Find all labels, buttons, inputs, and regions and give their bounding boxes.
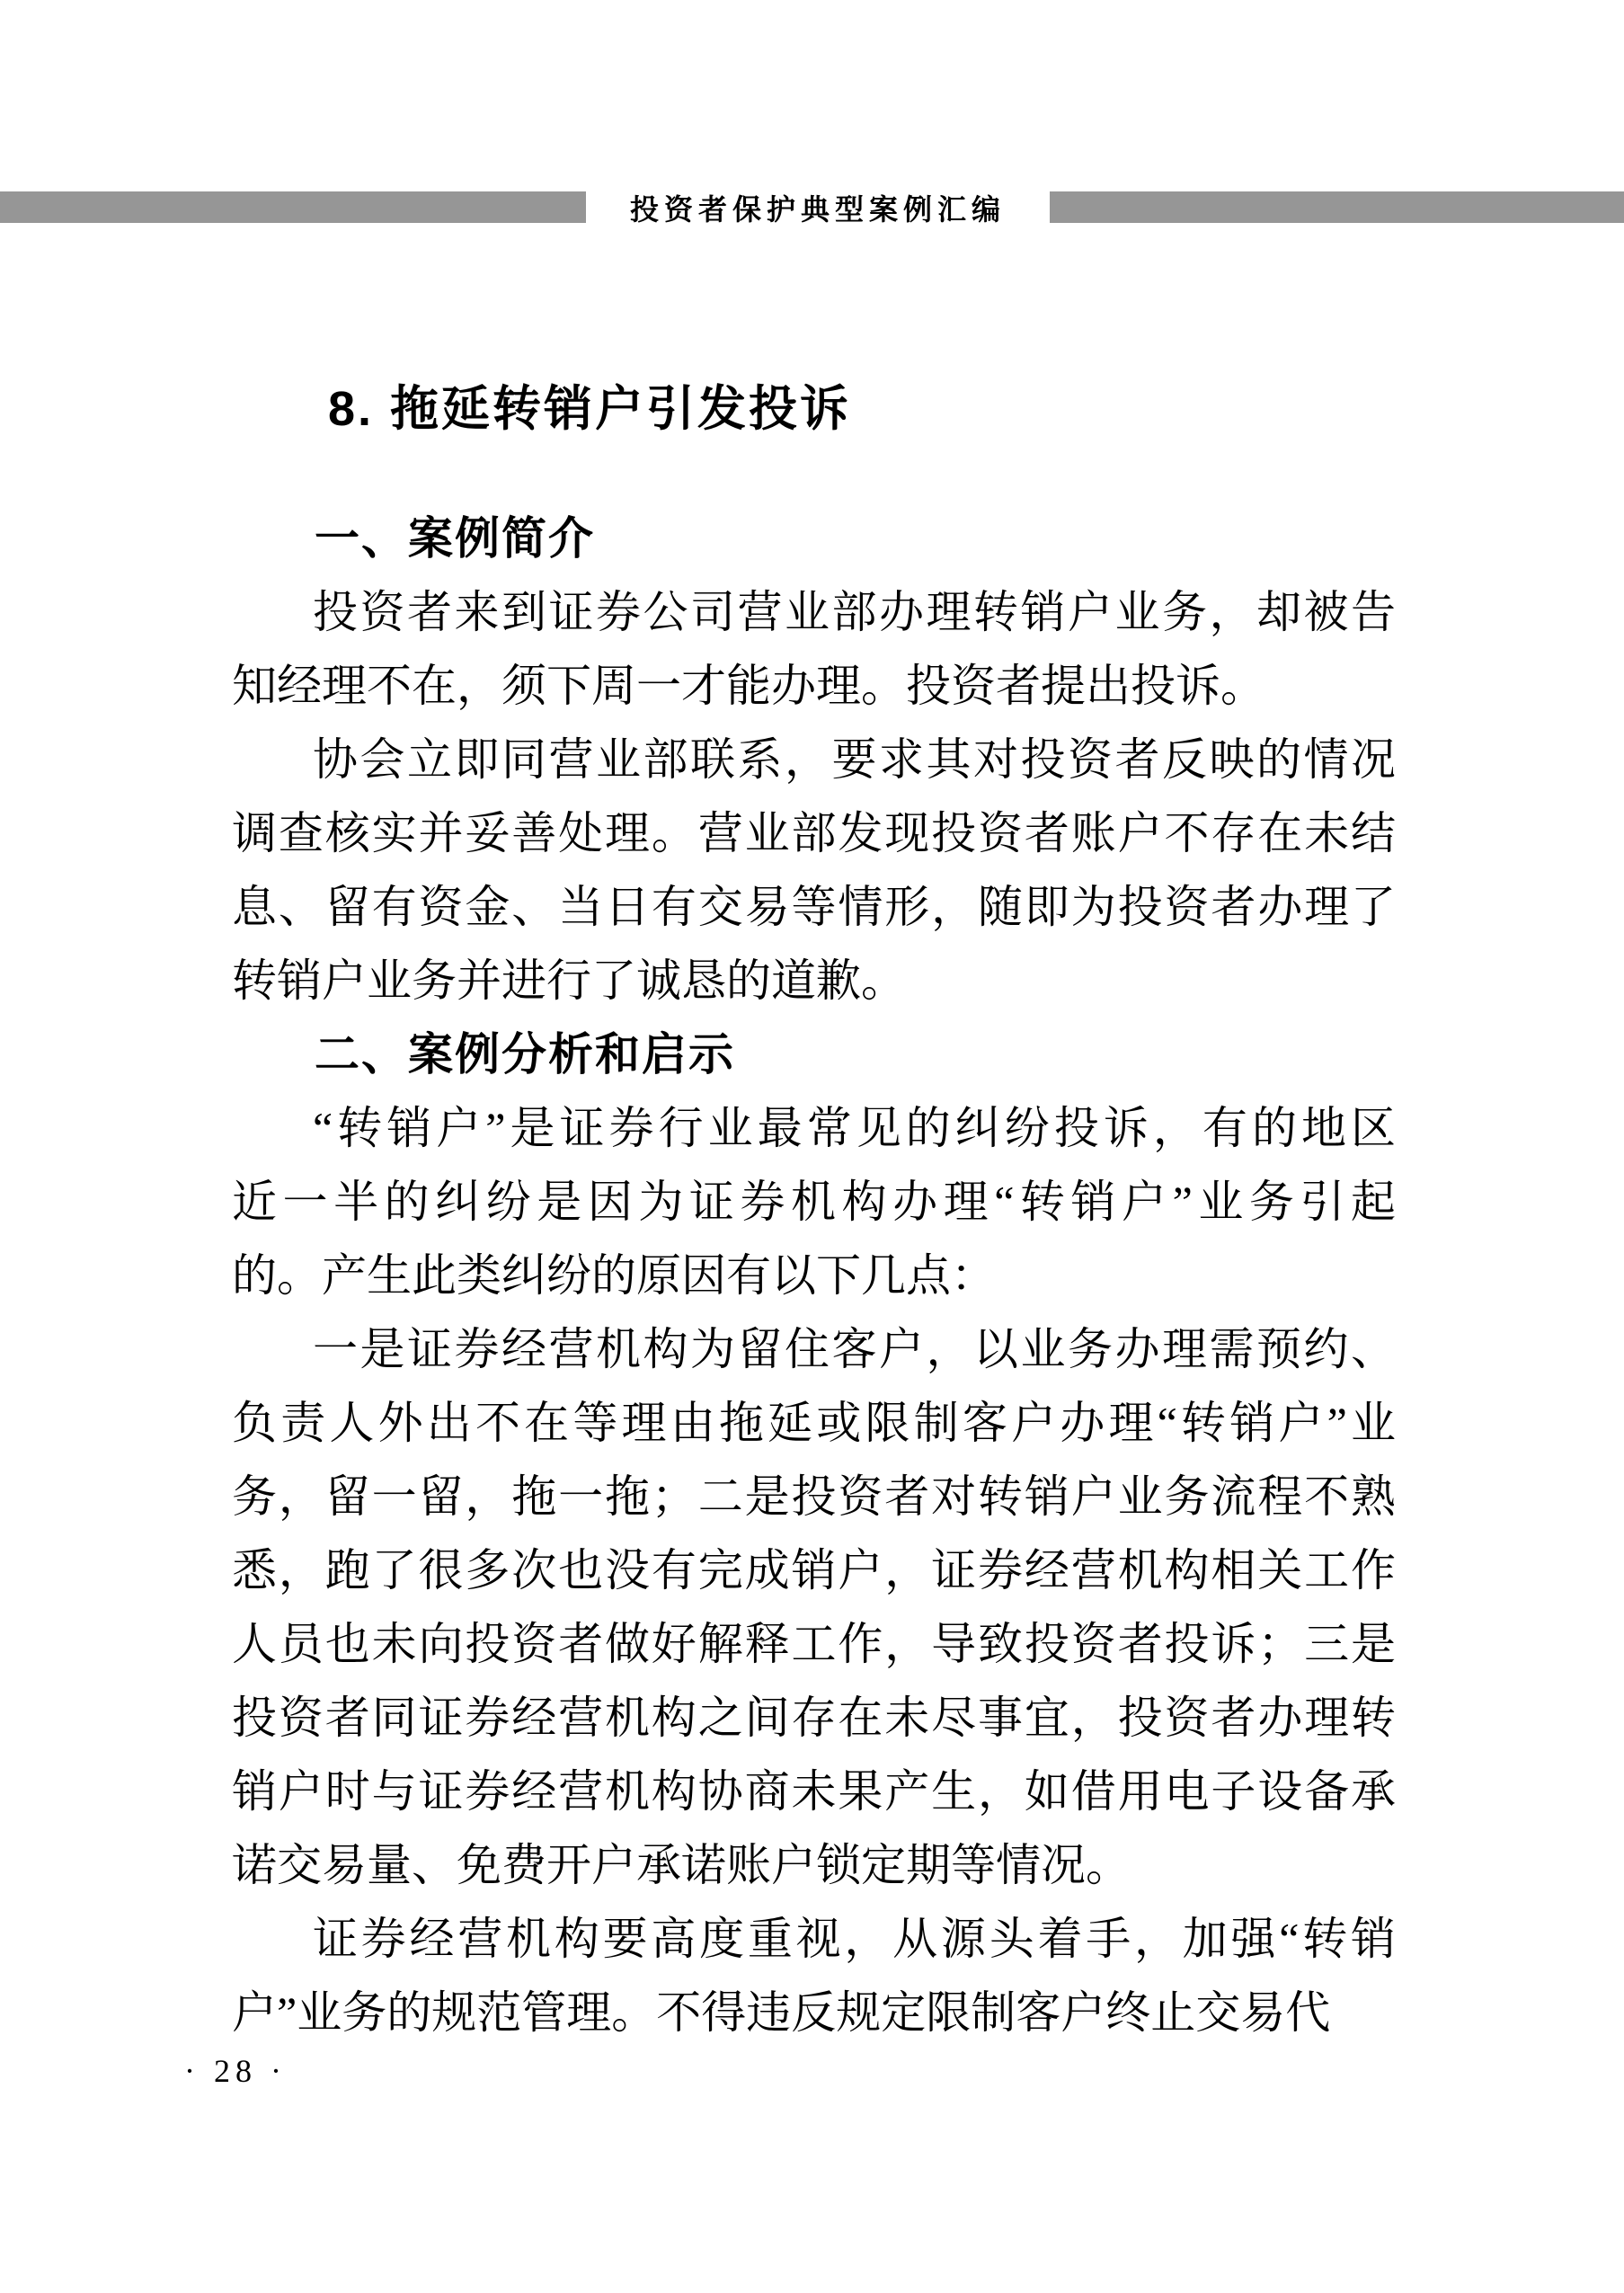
chapter-title: 8. 拖延转销户引发投诉 (328, 382, 852, 436)
body-line: 转销户业务并进行了诚恳的道歉。 (232, 955, 906, 1006)
body-line: 调查核实并妥善处理。营业部发现投资者账户不存在未结 (232, 808, 1396, 858)
body-line: 投资者同证券经营机构之间存在未尽事宜，投资者办理转 (232, 1693, 1396, 1743)
body-line: “转销户”是证券行业最常见的纠纷投诉，有的地区 (313, 1103, 1396, 1153)
body-line: 证券经营机构要高度重视，从源头着手，加强“转销 (313, 1914, 1396, 1964)
body-line: 一是证券经营机构为留住客户，以业务办理需预约、 (313, 1324, 1396, 1374)
body-line: 负责人外出不在等理由拖延或限制客户办理“转销户”业 (232, 1398, 1396, 1448)
body-line: 户”业务的规范管理。不得违反规定限制客户终止交易代 (232, 1987, 1331, 2038)
body-line: 销户时与证券经营机构协商未果产生，如借用电子设备承 (232, 1766, 1396, 1817)
page-number: · 28 · (184, 2053, 287, 2089)
body-line: 人员也未向投资者做好解释工作，导致投资者投诉；三是 (232, 1619, 1396, 1669)
body-line: 息、留有资金、当日有交易等情形，随即为投资者办理了 (232, 882, 1396, 932)
body-line: 知经理不在，须下周一才能办理。投资者提出投诉。 (232, 661, 1265, 711)
running-header-title: 投资者保护典型案例汇编 (629, 192, 1006, 226)
body-text (232, 502, 1396, 2049)
body-line: 投资者来到证券公司营业部办理转销户业务，却被告 (313, 587, 1396, 637)
body-line: 的。产生此类纠纷的原因有以下几点： (232, 1250, 996, 1301)
body-line: 悉，跑了很多次也没有完成销户，证券经营机构相关工作 (232, 1545, 1396, 1595)
header-rule-left (0, 191, 586, 223)
body-line: 近一半的纠纷是因为证券机构办理“转销户”业务引起 (232, 1177, 1396, 1227)
section-heading: 一、案例简介 (315, 513, 595, 564)
header-rule-right (1050, 191, 1624, 223)
body-line: 务，留一留，拖一拖；二是投资者对转销户业务流程不熟 (232, 1471, 1396, 1522)
section-heading: 二、案例分析和启示 (315, 1029, 735, 1080)
body-line: 协会立即同营业部联系，要求其对投资者反映的情况 (313, 734, 1396, 785)
body-line: 诺交易量、免费开户承诺账户锁定期等情况。 (232, 1840, 1131, 1890)
